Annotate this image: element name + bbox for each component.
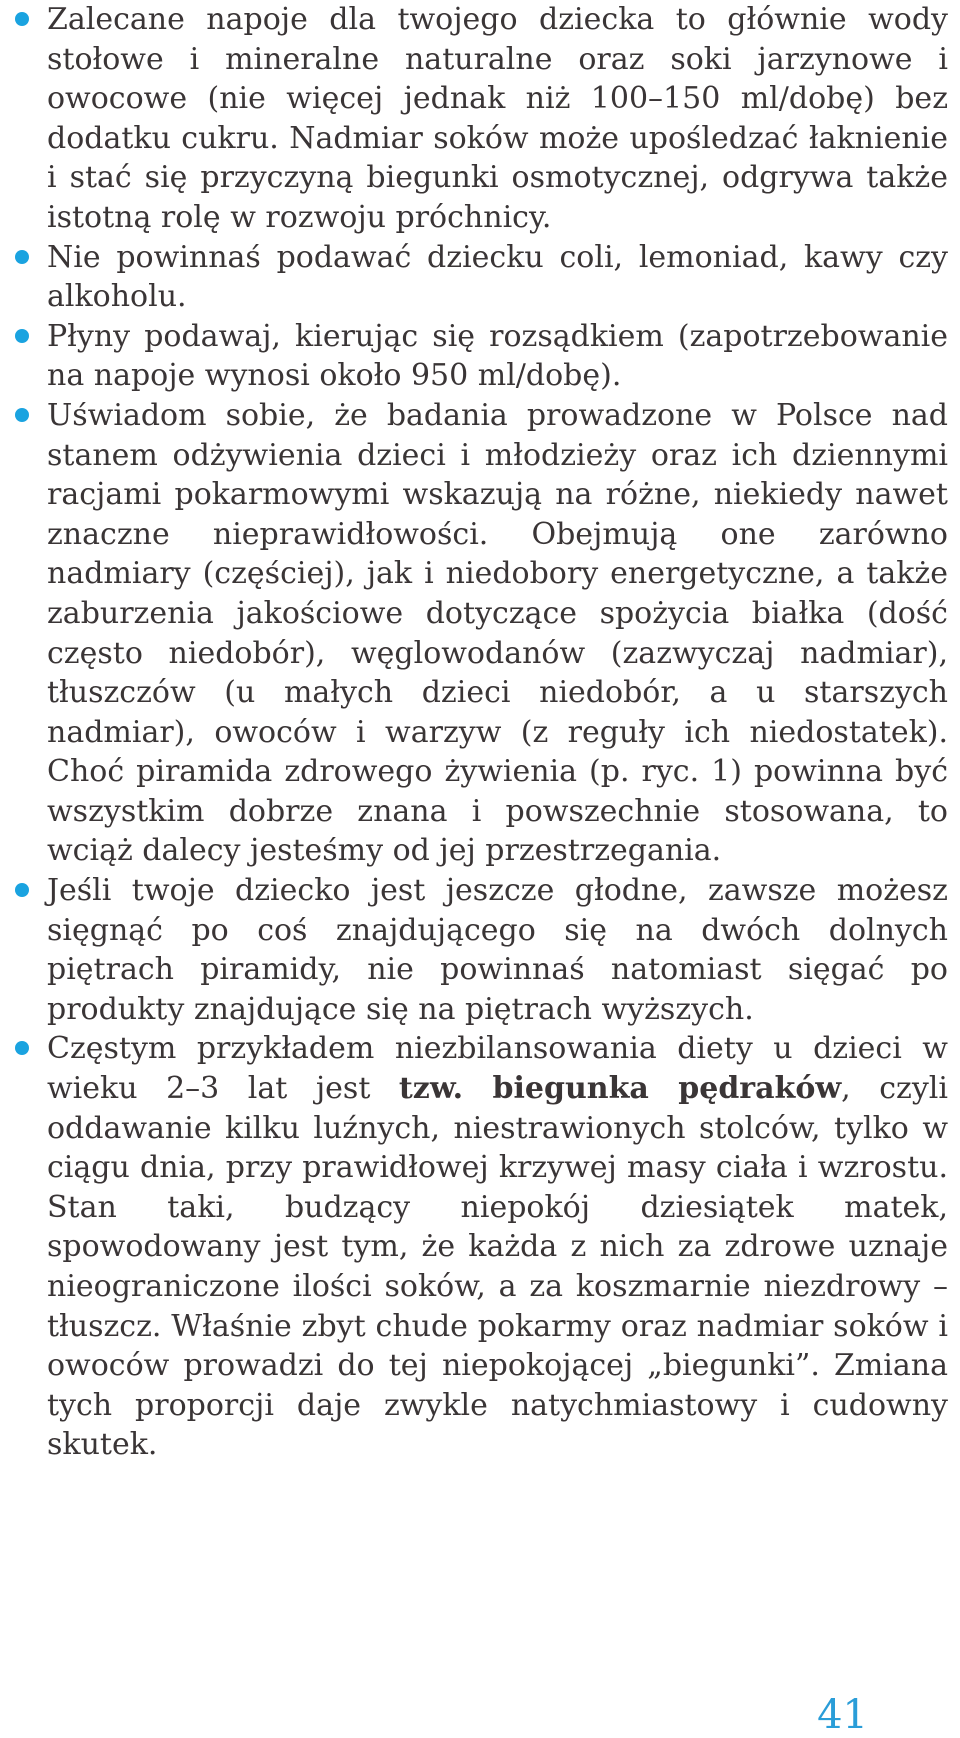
bullet-item-fluids <box>13 317 948 396</box>
bullet-text-before: Częstym przykładem niezbilansowania diety u dzieci w wieku 2–3 lat jest <box>47 1031 948 1107</box>
bullet-item-hungry <box>13 871 948 1029</box>
bullet-text-after: , czyli oddawanie kilku luźnych, niestrawionych stolców, tylko w ciągu dnia, przy prawidłowej krzywej masy ciała i wzrostu. Stan taki, budzący niepokój dziesiątek matek, spowodowany jest tym, że każda z nich za zdrowe uznaje nieograniczone ilości soków, a za koszmarnie niezdrowy – tłuszcz. Właśnie zbyt chude pokarmy oraz nadmiar soków i owoców prowadzi do tej niepokojącej „biegunki”. Zmiana tych proporcji daje zwykle natychmiastowy i cudowny skutek. <box>47 1071 948 1463</box>
bullet-text: Nie powinnaś podawać dziecku coli, lemoniad, kawy czy alkoholu. <box>47 239 948 315</box>
bullet-text: Płyny podawaj, kierując się rozsądkiem (zapotrzebowanie na napoje wynosi około 950 ml/dobę). <box>47 318 948 394</box>
bullet-dot-icon <box>15 408 29 422</box>
bullet-dot-icon <box>15 329 29 343</box>
bullet-item-avoid <box>13 238 948 317</box>
bullet-item-toddler-diarrhea <box>13 1029 948 1465</box>
page-number: 41 <box>817 1692 868 1738</box>
bullet-dot-icon <box>15 1041 29 1055</box>
text-column <box>13 0 948 1465</box>
bullet-dot-icon <box>15 250 29 264</box>
bullet-dot-icon <box>15 12 29 26</box>
bullet-list <box>13 0 948 1465</box>
bullet-text: Uświadom sobie, że badania prowadzone w Polsce nad stanem odżywienia dzieci i młodzieży oraz ich dziennymi racjami pokarmowymi wskazują na różne, niekiedy nawet znaczne nieprawidłowości. Obejmują one zarówno nadmiary (częściej), jak i niedobory energetyczne, a także zaburzenia jakościowe dotyczące spożycia białka (dość często niedobór), węglowodanów (zazwyczaj nadmiar), tłuszczów (u małych dzieci niedobór, a u starszych nadmiar), owoców i warzyw (z reguły ich niedostatek). Choć piramida zdrowego żywienia (p. ryc. 1) powinna być wszystkim dobrze znana i powszechnie stosowana, to wciąż dalecy jesteśmy od jej przestrzegania. <box>47 397 948 869</box>
bold-term: tzw. biegunka pędraków <box>398 1071 842 1107</box>
bullet-item-drinks <box>13 0 948 238</box>
bullet-text: Zalecane napoje dla twojego dziecka to głównie wody stołowe i mineralne naturalne oraz soki jarzynowe i owocowe (nie więcej jednak niż 100–150 ml/dobę) bez dodatku cukru. Nadmiar soków może upośledzać łaknienie i stać się przyczyną biegunki osmotycznej, odgrywa także istotną rolę w rozwoju próchnicy. <box>47 2 948 235</box>
bullet-text: Jeśli twoje dziecko jest jeszcze głodne, zawsze możesz sięgnąć po coś znajdującego się na dwóch dolnych piętrach piramidy, nie powinnaś natomiast sięgać po produkty znajdujące się na piętrach wyższych. <box>47 873 948 1027</box>
bullet-dot-icon <box>15 883 29 897</box>
bullet-item-research <box>13 396 948 871</box>
